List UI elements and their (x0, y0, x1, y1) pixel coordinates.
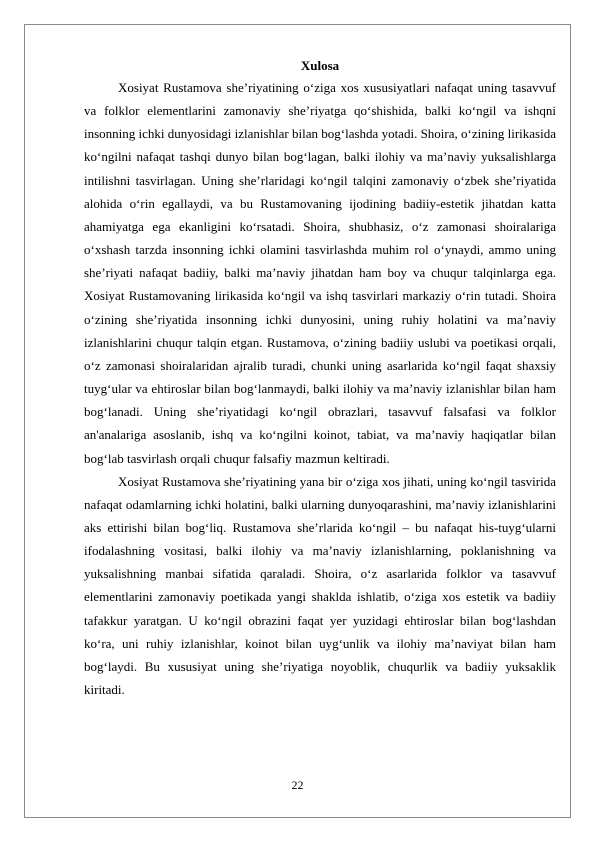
section-title: Xulosa (300, 58, 340, 73)
paragraph-2: Xosiyat Rustamova she’riyatining yana bir o‘ziga xos jihati, uning ko‘ngil tasvirida nafaqat odamlarning ichki holatini, balki ularning dunyoqarashini, ma’naviy izlanishlarini aks ettirishi bilan bog‘liq. Rustamova she’rlarida ko‘ngil – bu nafaqat his-tuyg‘ularni ifodalashning vositasi, balki ilohiy va ma’naviy izlanishlarning, poklanishning va yuksalishning manbai sifatida qaraladi. Shoira, o‘z asarlarida folklor va tasavvuf elementlarini zamonaviy poetikada yangi shaklda ishlatib, o‘ziga xos estetik va badiiy tafakkur yaratgan. U ko‘ngil obrazini faqat yer yuzidagi ehtiroslar bilan bog‘lashdan ko‘ra, uni ruhiy izlanishlar, koinot bilan uyg‘unlik va ilohiy ma’naviyat bilan ham bog‘laydi. Bu xususiyat uning she’riyatiga noyoblik, chuqurlik va badiiy yuksaklik kiritadi. (84, 473, 556, 698)
document-body (84, 57, 556, 701)
page-number: 22 (291, 778, 304, 792)
paragraph-1: Xosiyat Rustamova she’riyatining o‘ziga xos xususiyatlari nafaqat uning tasavvuf va folklor elementlarini zamonaviy she’riyatga qo‘shishida, balki ko‘ngil va ishqni insonning ichki dunyosidagi izlanishlar bilan bog‘lashda yotadi. Shoira, o‘zining lirikasida ko‘ngilni nafaqat tashqi dunyo bilan bog‘lagan, balki ilohiy va ma’naviy yuksalishlarga intilishni tasvirlagan. Uning she’rlaridagi ko‘ngil talqini zamonaviy o‘zbek she’riyatida alohida o‘rin egallaydi, va bu Rustamovaning ijodining badiiy-estetik jihatdan katta ahamiyatga ega ekanligini ko‘rsatadi. Shoira, shubhasiz, o‘z zamonasi shoiralariga o‘xshash tarzda insonning ichki olamini tasvirlashda muhim rol o‘ynaydi, ammo uning she’riyati nafaqat badiiy, balki ma’naviy jihatdan ham boy va chuqur talqinlarga ega. Xosiyat Rustamovaning lirikasida ko‘ngil va ishq tasvirlari markaziy o‘rin tutadi. Shoira o‘zining she’riyatida insonning ichki dunyosini, uning ruhiy holatini va ma’naviy izlanishlarini chuqur talqin etgan. Rustamova, o‘zining badiiy uslubi va poetikasi orqali, o‘z zamonasi shoiralaridan ajralib turadi, chunki uning asarlarida ko‘ngil faqat shaxsiy tuyg‘ular va ehtiroslar bilan bog‘lanmaydi, balki ilohiy va ma’naviy izlanishlar bilan ham bog‘lanadi. Uning she’riyatidagi ko‘ngil obrazlari, tasavvuf falsafasi va folklor an'analariga asoslanib, ishq va ko‘ngilni koinot, tabiat, va ma’naviy haqiqatlar bilan bog‘lab tasvirlash orqali chuqur falsafiy mazmun keltiradi. (84, 80, 556, 466)
